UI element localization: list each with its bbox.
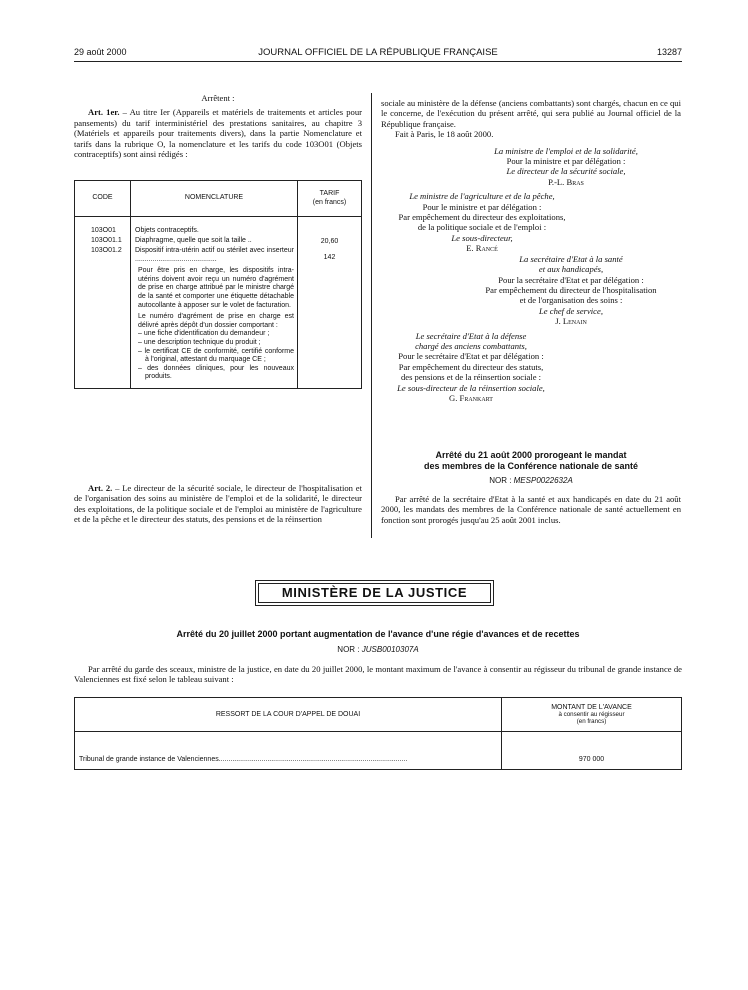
nor-label: NOR : bbox=[489, 476, 514, 485]
list-item: – une fiche d'identification du demandeur ; bbox=[138, 330, 270, 338]
signature-delegation: Pour la ministre et par délégation : bbox=[506, 156, 626, 167]
nomenclature-sterilet: Dispositif intra-utérin actif ou stérilet avec inserteur .......................................... bbox=[135, 247, 294, 263]
article-1-text: – Au titre Ier (Appareils et matériels de traitements et articles pour pansements) du tarif interministériel des prestations sanitaires, au chapitre 3 (Matériels et appareils pour traitements divers), dans la partie Nomenclature et tarifs dans la rubrique O, la nomenclature et les tarifs du code 103O01 (Objets contraceptifs) sont ainsi rédigés : bbox=[74, 107, 362, 160]
row-montant: 970 000 bbox=[502, 732, 682, 770]
row-tribunal: Tribunal de grande instance de Valenciennes................................................................................................. bbox=[75, 732, 502, 770]
header-montant-sub: à consentir au régisseur bbox=[558, 711, 625, 718]
avance-table-header bbox=[75, 698, 682, 732]
article-2-block bbox=[74, 483, 362, 525]
tarif-sterilet: 142 bbox=[323, 254, 336, 261]
arrete-conference-paragraph: Par arrêté de la secrétaire d'Etat à la santé et aux handicapés en date du 21 août 2000, les mandats des membres de la Conférence nationale de santé actuellement en fonction sont prorogés jusqu'au 25 août 2001 inclus. bbox=[381, 494, 681, 525]
signature-role: chargé des anciens combattants, bbox=[415, 340, 527, 351]
signature-title: Le chef de service, bbox=[539, 305, 603, 316]
signature-empechement: Par empêchement du directeur des exploitations, bbox=[398, 212, 566, 223]
header-montant-label: MONTANT DE L'AVANCE bbox=[551, 704, 632, 711]
nor-label: NOR : bbox=[337, 645, 362, 654]
signature-block-sante bbox=[381, 254, 681, 327]
nomenclature-objets: Objets contraceptifs. bbox=[135, 227, 199, 234]
table-row bbox=[75, 732, 682, 770]
table-row bbox=[75, 217, 362, 389]
signature-title: Le sous-directeur de la réinsertion sociale, bbox=[397, 382, 545, 393]
nor-code: MESP0022632A bbox=[513, 476, 573, 485]
arrete-justice-title: Arrêté du 20 juillet 2000 portant augmentation de l'avance d'une régie d'avances et de recettes bbox=[176, 629, 580, 639]
header-tarif-label: TARIF bbox=[319, 189, 340, 197]
signature-name: P.-L. Bras bbox=[548, 176, 584, 187]
signature-block-emploi bbox=[381, 146, 681, 188]
signature-title: Le sous-directeur, bbox=[451, 232, 513, 243]
signature-name: J. Lenain bbox=[555, 316, 587, 327]
list-item: – des données cliniques, pour les nouveaux produits. bbox=[138, 364, 294, 381]
header-ressort: RESSORT DE LA COUR D'APPEL DE DOUAI bbox=[75, 698, 502, 732]
signature-delegation: Pour le secrétaire d'Etat et par délégation : bbox=[398, 351, 544, 362]
header-code: CODE bbox=[75, 181, 131, 217]
header-page-number: 13287 bbox=[656, 47, 682, 57]
arrete-conference-title-line1: Arrêté du 21 août 2000 prorogeant le mandat bbox=[435, 450, 627, 460]
arrete-heading: Arrêtent : bbox=[201, 93, 235, 103]
header-montant bbox=[502, 698, 682, 732]
code-cell bbox=[75, 217, 131, 389]
tarif-diaphragme: 20,60 bbox=[320, 238, 339, 245]
list-item: – une description technique du produit ; bbox=[138, 338, 261, 346]
signature-delegation: Pour la secrétaire d'Etat et par délégation : bbox=[498, 274, 644, 285]
signature-role: La secrétaire d'Etat à la santé bbox=[519, 253, 623, 264]
tarif-table-header bbox=[75, 181, 362, 217]
fait-a-paris: Fait à Paris, le 18 août 2000. bbox=[395, 129, 494, 140]
tarif-cell bbox=[298, 217, 362, 389]
article-2-text: – Le directeur de la sécurité sociale, le directeur de l'hospitalisation et de l'organisation des soins au ministère de l'emploi et de la solidarité, le directeur des exploitations, de la politique sociale et de l'emploi au ministère de l'agriculture et de la pêche et le directeur des statuts, des pensions et de la réinsertion bbox=[74, 483, 362, 525]
code-103o01-1: 103O01.1 bbox=[91, 237, 122, 244]
header-tarif bbox=[298, 181, 362, 217]
tarif-table bbox=[74, 180, 362, 389]
left-column bbox=[74, 93, 362, 159]
right-column bbox=[381, 98, 681, 403]
arrete-conference-title-line2: des membres de la Conférence nationale de santé bbox=[423, 461, 639, 471]
ministry-title: MINISTÈRE DE LA JUSTICE bbox=[258, 583, 491, 603]
header-date: 29 août 2000 bbox=[74, 47, 127, 57]
signature-name: G. Frankart bbox=[449, 392, 493, 403]
nor-conference bbox=[381, 476, 681, 485]
code-103o01: 103O01 bbox=[91, 227, 116, 234]
avance-table bbox=[74, 697, 682, 770]
signature-block-agriculture bbox=[377, 191, 587, 253]
nor-justice bbox=[74, 645, 682, 654]
arrete-justice-text bbox=[74, 664, 682, 685]
article-2-label: Art. 2. bbox=[88, 483, 113, 493]
header-rule bbox=[74, 61, 682, 62]
arrete-conference-title bbox=[381, 450, 681, 472]
nomenclature-paragraph-agrement: Pour être pris en charge, les dispositifs intra-utérins doivent avoir reçu un numéro d'agrément de prise en charge attribué par le ministre chargé de la santé et comporter une étiquette détachable autocollante à apposer sur le volet de facturation. bbox=[138, 267, 294, 309]
article-2 bbox=[74, 483, 362, 525]
signature-role: et aux handicapés, bbox=[538, 264, 604, 275]
header-tarif-unit: (en francs) bbox=[312, 198, 347, 206]
arrete-justice-paragraph: Par arrêté du garde des sceaux, ministre de la justice, en date du 20 juillet 2000, le montant maximum de l'avance à consentir au régisseur du tribunal de grande instance de Valenciennes est fixé selon le tableau suivant : bbox=[74, 664, 682, 685]
signature-role: Le ministre de l'agriculture et de la pêche, bbox=[409, 191, 555, 202]
signature-empechement: et de l'organisation des soins : bbox=[519, 295, 623, 306]
header-montant-unit: (en francs) bbox=[576, 718, 607, 725]
header-title: JOURNAL OFFICIEL DE LA RÉPUBLIQUE FRANÇAISE bbox=[258, 47, 498, 58]
nomenclature-cell bbox=[131, 217, 298, 389]
ministry-box bbox=[255, 580, 494, 606]
signature-title: Le directeur de la sécurité sociale, bbox=[506, 166, 626, 177]
nomenclature-paragraph-dossier: Le numéro d'agrément de prise en charge est délivré après dépôt d'un dossier comportant : bbox=[138, 313, 294, 329]
signature-role: La ministre de l'emploi et de la solidarité, bbox=[494, 145, 638, 156]
nor-code: JUSB0010307A bbox=[361, 645, 419, 654]
arrete-conference-text bbox=[381, 494, 681, 525]
signature-delegation: Pour le ministre et par délégation : bbox=[422, 201, 542, 212]
column-divider bbox=[371, 93, 372, 538]
article-1 bbox=[74, 107, 362, 159]
article-1-label: Art. 1er. bbox=[88, 107, 120, 118]
article-2-continuation: sociale au ministère de la défense (anciens combattants) sont chargés, chacun en ce qui le concerne, de l'exécution du présent arrêté, qui sera publié au Journal officiel de la République française. bbox=[381, 98, 681, 129]
signature-name: E. Rancé bbox=[466, 243, 498, 254]
nomenclature-diaphragme: Diaphragme, quelle que soit la taille .. bbox=[135, 237, 252, 244]
signature-role: Le secrétaire d'Etat à la défense bbox=[415, 330, 527, 341]
signature-empechement: des pensions et de la réinsertion sociale : bbox=[400, 372, 542, 383]
list-item: – le certificat CE de conformité, certifié conforme à l'original, attestant du marquage CE ; bbox=[138, 347, 294, 364]
signature-empechement: Par empêchement du directeur des statuts, bbox=[398, 361, 544, 372]
tarif-spacer bbox=[298, 227, 361, 237]
signature-empechement: Par empêchement du directeur de l'hospitalisation bbox=[485, 284, 657, 295]
signature-block-defense bbox=[381, 331, 561, 404]
header-nomenclature: NOMENCLATURE bbox=[131, 181, 298, 217]
signature-empechement: de la politique sociale et de l'emploi : bbox=[417, 222, 547, 233]
code-103o01-2: 103O01.2 bbox=[91, 247, 122, 254]
